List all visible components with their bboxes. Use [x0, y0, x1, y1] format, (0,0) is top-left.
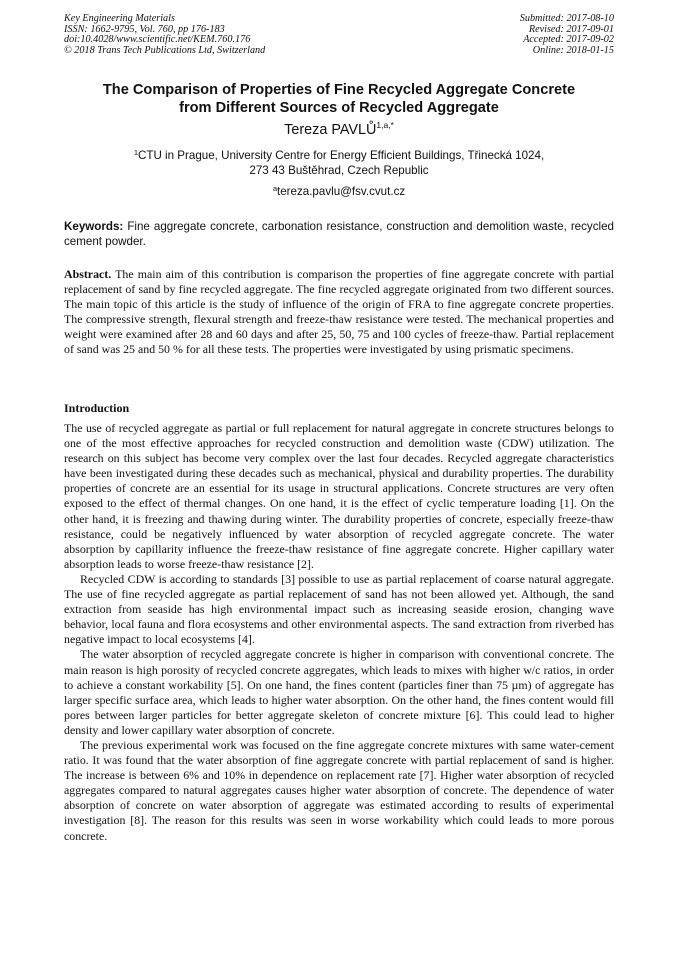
paragraph: The water absorption of recycled aggregate concrete is higher in comparison with conventional concrete. The main reason is high porosity of recycled concrete aggregates, which leads to mixes with higher w/c ratios, in order to achieve a constant workability [5]. On one hand, the fines content (particles finer than 75 µm) of aggregate has larger specific surface area, which leads to higher water absorption. On the other hand, the fines content would fill pores between larger particles for better aggregate skeleton of concrete mixture [6]. This could lead to higher density and lower capillary water absorption of concrete. — [64, 647, 614, 737]
journal-doi: doi:10.4028/www.scientific.net/KEM.760.176 — [64, 34, 251, 46]
introduction-body — [64, 421, 614, 844]
section-heading-introduction: Introduction — [64, 401, 130, 415]
email-superscript: a — [272, 184, 277, 193]
submission-dates — [520, 14, 614, 56]
paper-title — [40, 81, 638, 117]
affiliation-line-1: CTU in Prague, University Centre for Energy Efficient Buildings, Třinecká 1024, — [137, 149, 545, 162]
affiliation-line-2: 273 43 Buštěhrad, Czech Republic — [249, 164, 429, 177]
date-accepted: Accepted: 2017-09-02 — [523, 34, 614, 46]
abstract — [64, 267, 614, 358]
email-address[interactable]: tereza.pavlu@fsv.cvut.cz — [276, 185, 406, 198]
keywords-text: Fine aggregate concrete, carbonation resistance, construction and demolition waste, recycled cement powder. — [64, 220, 614, 248]
title-line-1: The Comparison of Properties of Fine Recycled Aggregate Concrete — [102, 82, 576, 98]
author-name: Tereza PAVLŮ — [284, 122, 377, 138]
keywords-label: Keywords: — [64, 220, 124, 233]
journal-name: Key Engineering Materials — [64, 13, 175, 24]
abstract-label: Abstract. — [64, 267, 112, 281]
abstract-text: The main aim of this contribution is comparison the properties of fine aggregate concrete with partial replacement of sand by fine recycled aggregate. The fine recycled aggregate originated from two different sources. The main topic of this article is the study of influence of the origin of FRA to fine aggregate concrete properties. The compressive strength, flexural strength and freeze-thaw resistance were tested. The mechanical properties and weight were examined after 28 and 60 days and after 25, 50, 75 and 100 cycles of freeze-thaw. Partial replacement of sand was 25 and 50 % for all these tests. The properties were investigated by using prismatic specimens. — [64, 267, 614, 357]
affiliation-superscript: 1 — [133, 148, 138, 157]
journal-issn: ISSN: 1662-9795, Vol. 760, pp 176-183 — [64, 23, 225, 35]
keywords — [64, 219, 614, 249]
date-revised: Revised: 2017-09-01 — [528, 23, 614, 35]
journal-copyright: © 2018 Trans Tech Publications Ltd, Switzerland — [64, 44, 266, 56]
date-submitted: Submitted: 2017-08-10 — [519, 13, 614, 24]
author-email — [40, 184, 638, 199]
journal-info — [64, 14, 265, 56]
paragraph: The use of recycled aggregate as partial or full replacement for natural aggregate in concrete structures belongs to one of the most effective approaches for recycled construction and demolition waste (CDW) utilization. The research on this subject has become very complex over the last four decades. Recycled aggregate characteristics have been investigated during these decades such as mechanical, physical and durability properties. The durability properties of concrete are an essential for its usage in structural applications. Concrete structures are very often exposed to the effect of thermal changes. On one hand, it is the effect of cyclic temperature loading [1]. On the other hand, it is freezing and thawing during winter. The durability properties of concrete, especially freeze-thaw resistance, could be negatively influenced by water absorption of recycled aggregate concrete. The water absorption by capillarity influence the freeze-thaw resistance of fine aggregate concrete. Higher capillary water absorption leads to worse freeze-thaw resistance [2]. — [64, 421, 614, 571]
author-superscript: 1,a,* — [376, 120, 394, 130]
title-line-2: from Different Sources of Recycled Aggregate — [179, 100, 499, 116]
paragraph: Recycled CDW is according to standards [3] possible to use as partial replacement of coarse natural aggregate. The use of fine recycled aggregate as partial replacement of sand has not been allowed yet. Although, the sand extraction from seaside has high environmental impact such as increasing seaside erosion, changing wave behavior, local fauna and flora ecosystems and other environmental aspects. The sand extraction from riverbed has negative impact to local ecosystems [4]. — [64, 571, 614, 647]
paragraph: The previous experimental work was focused on the fine aggregate concrete mixtures with same water-cement ratio. It was found that the water absorption of fine aggregate concrete with partial replacement of sand is higher. The increase is between 6% and 10% in dependence on replacement rate [7]. Higher water absorption of recycled aggregates compared to natural aggregates causes higher water absorption of concrete. The dependence of water absorption of concrete on water absorption of aggregate was estimated according to results of experimental investigation [8]. The reason for this results was seen in worse workability which could leads to more porous concrete. — [64, 737, 614, 843]
date-online: Online: 2018-01-15 — [532, 44, 614, 56]
affiliation — [40, 148, 638, 178]
author — [40, 121, 638, 139]
